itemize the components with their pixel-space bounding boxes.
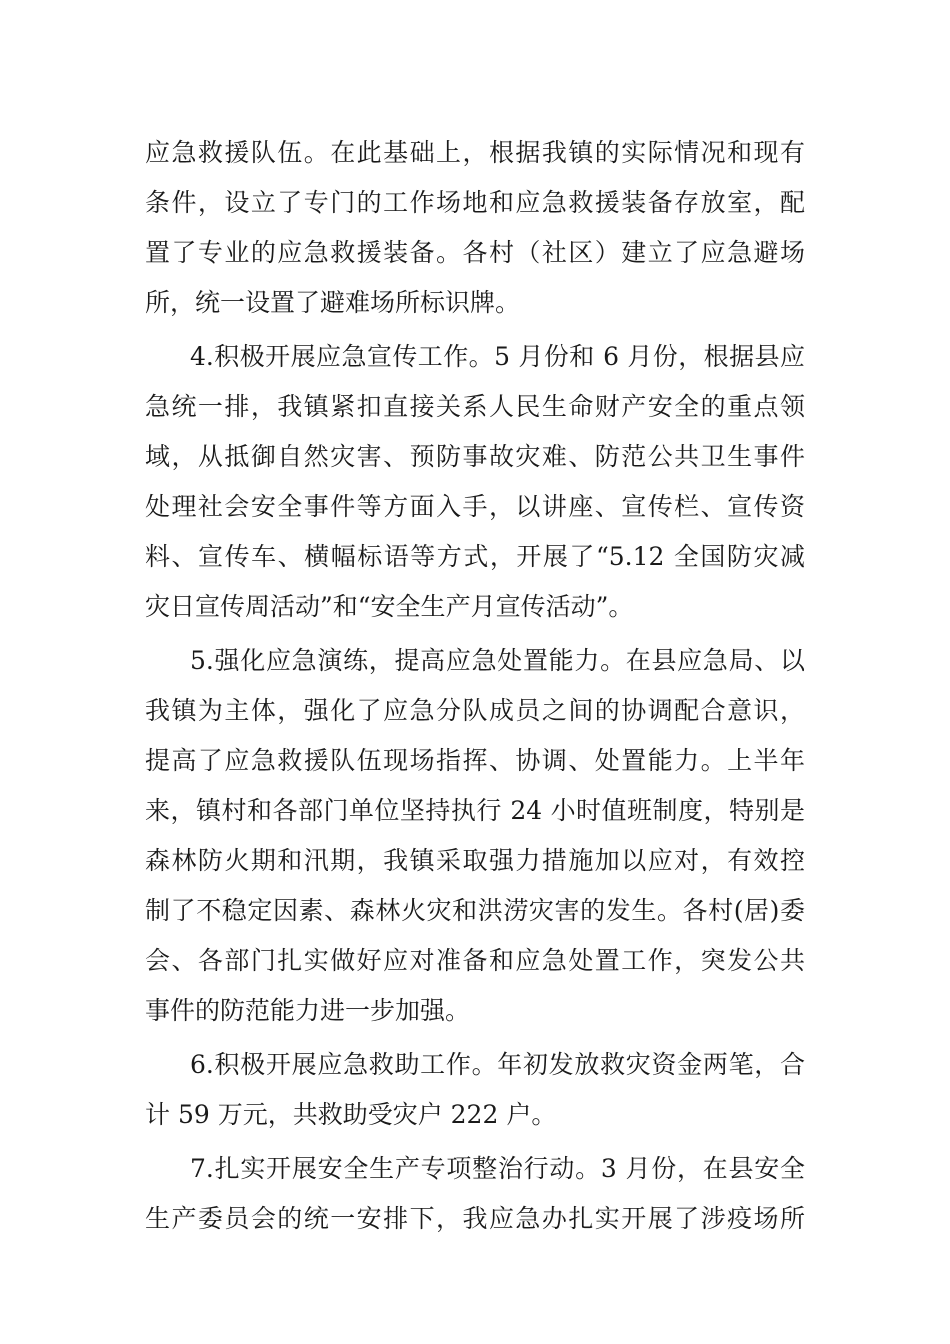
text-line: 灾日宣传周活动”和“安全生产月宣传活动”。	[145, 592, 634, 621]
text-line: 制了不稳定因素、森林火灾和洪涝灾害的发生。各村(居)委	[145, 896, 805, 925]
text-line: 我镇为主体，强化了应急分队成员之间的协调配合意识，	[145, 696, 805, 725]
paragraph-2	[145, 332, 805, 632]
paragraph-1	[145, 128, 805, 328]
text-line: 生产委员会的统一安排下，我应急办扎实开展了涉疫场所	[145, 1204, 805, 1233]
text-line: 4.积极开展应急宣传工作。5 月份和 6 月份，根据县应	[190, 342, 805, 371]
text-line: 森林防火期和汛期，我镇采取强力措施加以应对，有效控	[145, 846, 805, 875]
text-line: 所，统一设置了避难场所标识牌。	[145, 288, 521, 317]
text-line: 置了专业的应急救援装备。各村（社区）建立了应急避场	[145, 238, 805, 267]
text-line: 5.强化应急演练，提高应急处置能力。在县应急局、以	[190, 646, 805, 675]
paragraph-5	[145, 1144, 805, 1244]
text-line: 6.积极开展应急救助工作。年初发放救灾资金两笔，合	[190, 1050, 805, 1079]
text-line: 条件，设立了专门的工作场地和应急救援装备存放室，配	[145, 188, 805, 217]
text-line: 提高了应急救援队伍现场指挥、协调、处置能力。上半年	[145, 746, 805, 775]
text-line: 应急救援队伍。在此基础上，根据我镇的实际情况和现有	[145, 138, 805, 167]
text-line: 会、各部门扎实做好应对准备和应急处置工作，突发公共	[145, 946, 805, 975]
text-line: 处理社会安全事件等方面入手，以讲座、宣传栏、宣传资	[145, 492, 805, 521]
text-line: 计 59 万元，共救助受灾户 222 户。	[145, 1100, 557, 1129]
text-line: 7.扎实开展安全生产专项整治行动。3 月份，在县安全	[190, 1154, 805, 1183]
text-line: 域，从抵御自然灾害、预防事故灾难、防范公共卫生事件	[145, 442, 805, 471]
paragraph-3	[145, 636, 805, 1036]
text-line: 急统一排，我镇紧扣直接关系人民生命财产安全的重点领	[145, 392, 805, 421]
text-line: 来，镇村和各部门单位坚持执行 24 小时值班制度，特别是	[145, 796, 805, 825]
text-line: 料、宣传车、横幅标语等方式，开展了“5.12 全国防灾减	[145, 542, 805, 571]
document-body	[145, 128, 805, 1244]
paragraph-4	[145, 1040, 805, 1140]
text-line: 事件的防范能力进一步加强。	[145, 996, 471, 1025]
